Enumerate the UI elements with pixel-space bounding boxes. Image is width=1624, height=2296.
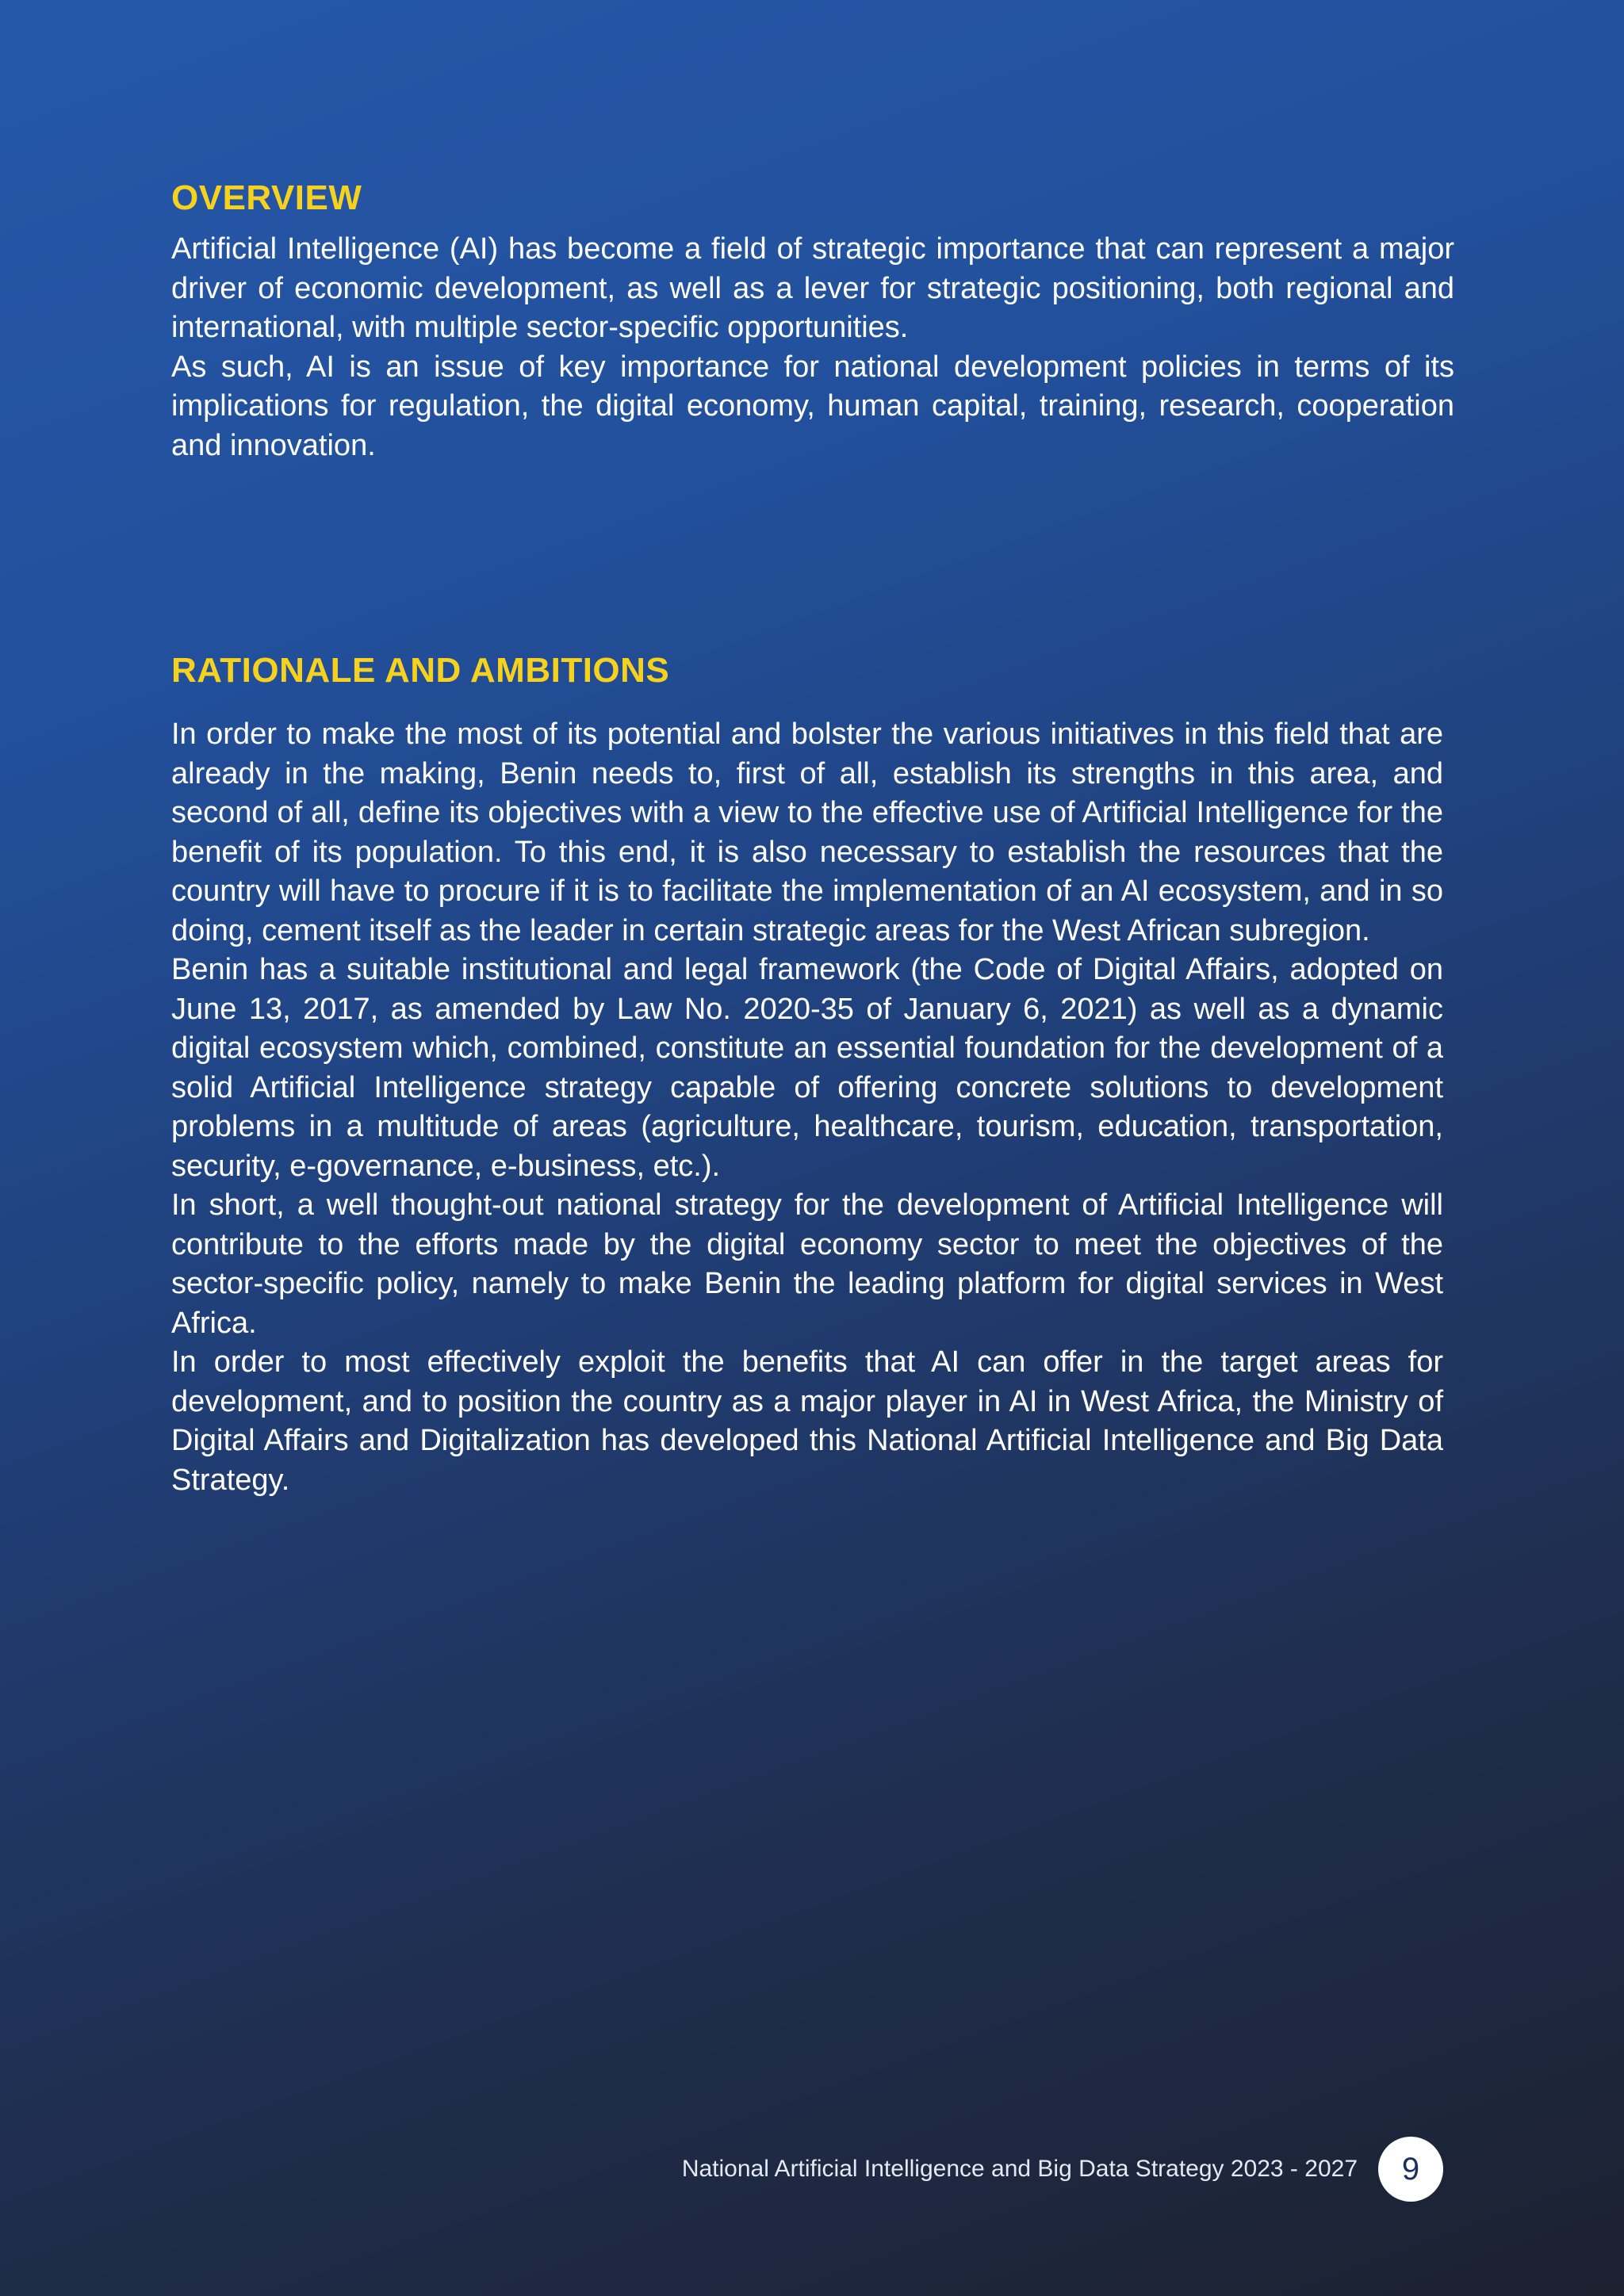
overview-section bbox=[171, 178, 1454, 465]
page-number-badge: 9 bbox=[1378, 2137, 1443, 2202]
rationale-paragraph-2: Benin has a suitable institutional and legal framework (the Code of Digital Affairs, adopted on June 13, 2017, as amended by Law No. 2020-35 of January 6, 2021) as well as a dynamic digital ecosystem which, combined, constitute an essential foundation for the development of a solid Artificial Intelligence strategy capable of offering concrete solutions to development problems in a multitude of areas (agriculture, healthcare, tourism, education, transportation, security, e-governance, e-business, etc.). bbox=[171, 953, 1443, 1183]
overview-paragraph-2: As such, AI is an issue of key importance for national development policies in terms of its implications for regulation, the digital economy, human capital, training, research, cooperation and innovation. bbox=[171, 350, 1454, 462]
overview-heading: OVERVIEW bbox=[171, 178, 362, 217]
rationale-heading: RATIONALE AND AMBITIONS bbox=[171, 651, 670, 690]
page-footer bbox=[0, 2137, 1443, 2202]
rationale-paragraph-3: In short, a well thought-out national strategy for the development of Artificial Intelligence will contribute to the efforts made by the digital economy sector to meet the objectives of the sector-specific policy, namely to make Benin the leading platform for digital services in West Africa. bbox=[171, 1188, 1443, 1340]
rationale-section bbox=[171, 650, 1443, 1500]
rationale-paragraph-1: In order to make the most of its potential and bolster the various initiatives in this field that are already in the making, Benin needs to, first of all, establish its strengths in this area, and second of all, define its objectives with a view to the effective use of Artificial Intelligence for the benefit of its population. To this end, it is also necessary to establish the resources that the country will have to procure if it is to facilitate the implementation of an AI ecosystem, and in so doing, cement itself as the leader in certain strategic areas for the West African subregion. bbox=[171, 718, 1443, 947]
footer-document-title: National Artificial Intelligence and Big Data Strategy 2023 - 2027 bbox=[681, 2156, 1358, 2182]
overview-paragraph-1: Artificial Intelligence (AI) has become a field of strategic importance that can represent a major driver of economic development, as well as a lever for strategic positioning, both regional and international, with multiple sector-specific opportunities. bbox=[171, 232, 1454, 344]
rationale-paragraph-4: In order to most effectively exploit the benefits that AI can offer in the target areas for development, and to position the country as a major player in AI in West Africa, the Ministry of Digital Affairs and Digitalization has developed this National Artificial Intelligence and Big Data Strategy. bbox=[171, 1345, 1443, 1497]
